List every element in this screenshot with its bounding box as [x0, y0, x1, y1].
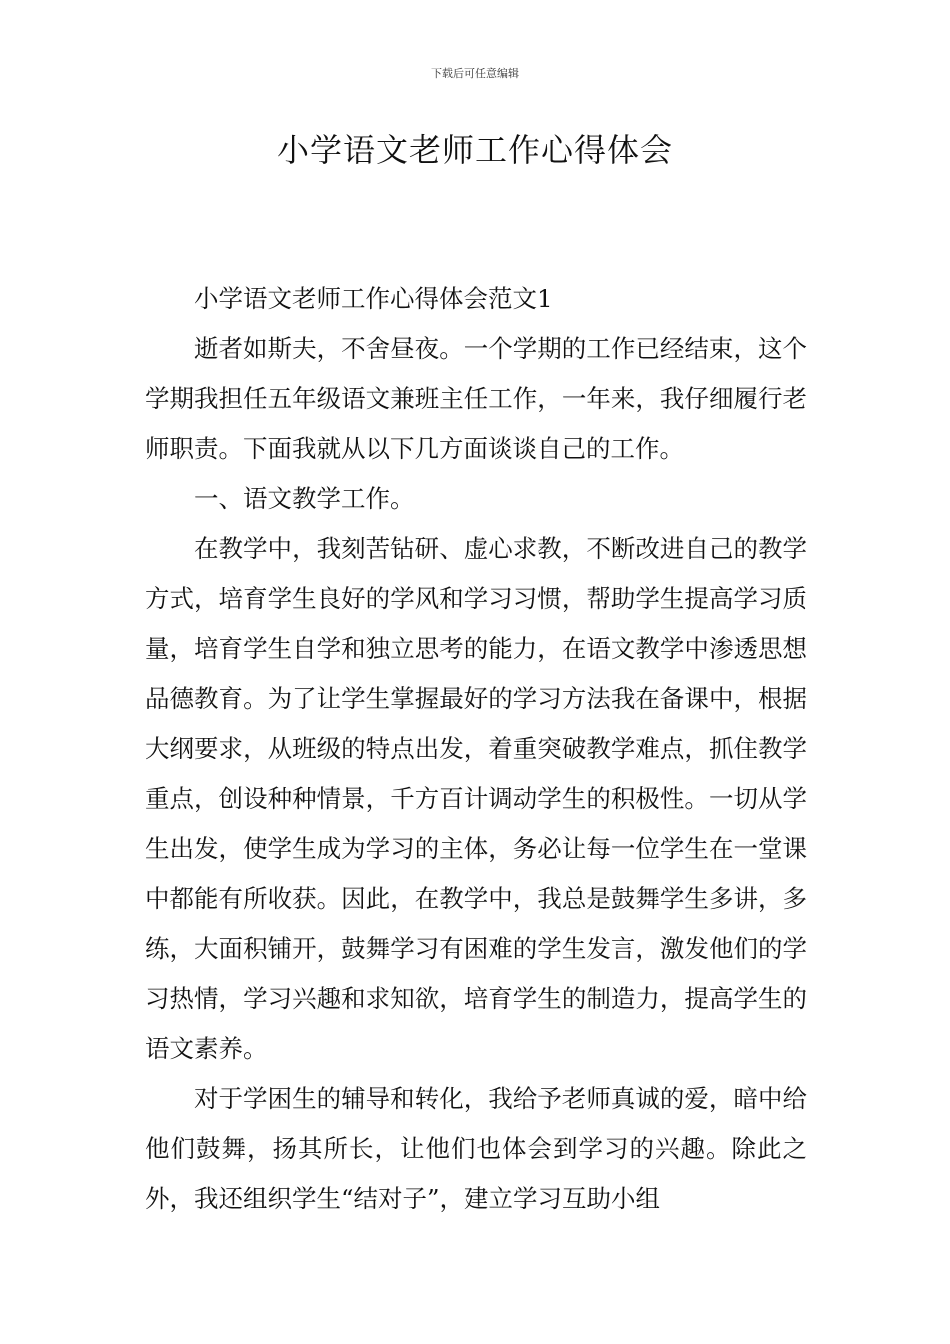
paragraph-teaching: 在教学中，我刻苦钻研、虚心求教，不断改进自己的教学方式，培育学生良好的学风和学习习惯，帮助学生提高学习质量，培育学生自学和独立思考的能力，在语文教学中渗透思想品德教育。为了让学生掌握最好的学习方法我在备课中，根据大纲要求，从班级的特点出发，着重突破教学难点，抓住教学重点，创设种种情景，千方百计调动学生的积极性。一切从学生出发，使学生成为学习的主体，务必让每一位学生在一堂课中都能有所收获。因此，在教学中，我总是鼓舞学生多讲，多练，大面积铺开，鼓舞学习有困难的学生发言，激发他们的学习热情，学习兴趣和求知欲，培育学生的制造力，提高学生的语文素养。: [145, 534, 807, 1063]
paragraph-subtitle: 小学语文老师工作心得体会范文1: [194, 284, 553, 313]
section-heading: 一、语文教学工作。: [194, 484, 415, 513]
document-body: [145, 274, 807, 1224]
document-title: 小学语文老师工作心得体会: [276, 131, 673, 169]
paragraph-intro: 逝者如斯夫，不舍昼夜。一个学期的工作已经结束，这个学期我担任五年级语文兼班主任工作，一年来，我仔细履行老师职责。下面我就从以下几方面谈谈自己的工作。: [145, 334, 807, 463]
paragraph-tutoring: 对于学困生的辅导和转化，我给予老师真诚的爱，暗中给他们鼓舞，扬其所长，让他们也体会到学习的兴趣。除此之外，我还组织学生“结对子”，建立学习互助小组: [145, 1084, 807, 1213]
header-note: 下载后可任意编辑: [431, 67, 519, 80]
